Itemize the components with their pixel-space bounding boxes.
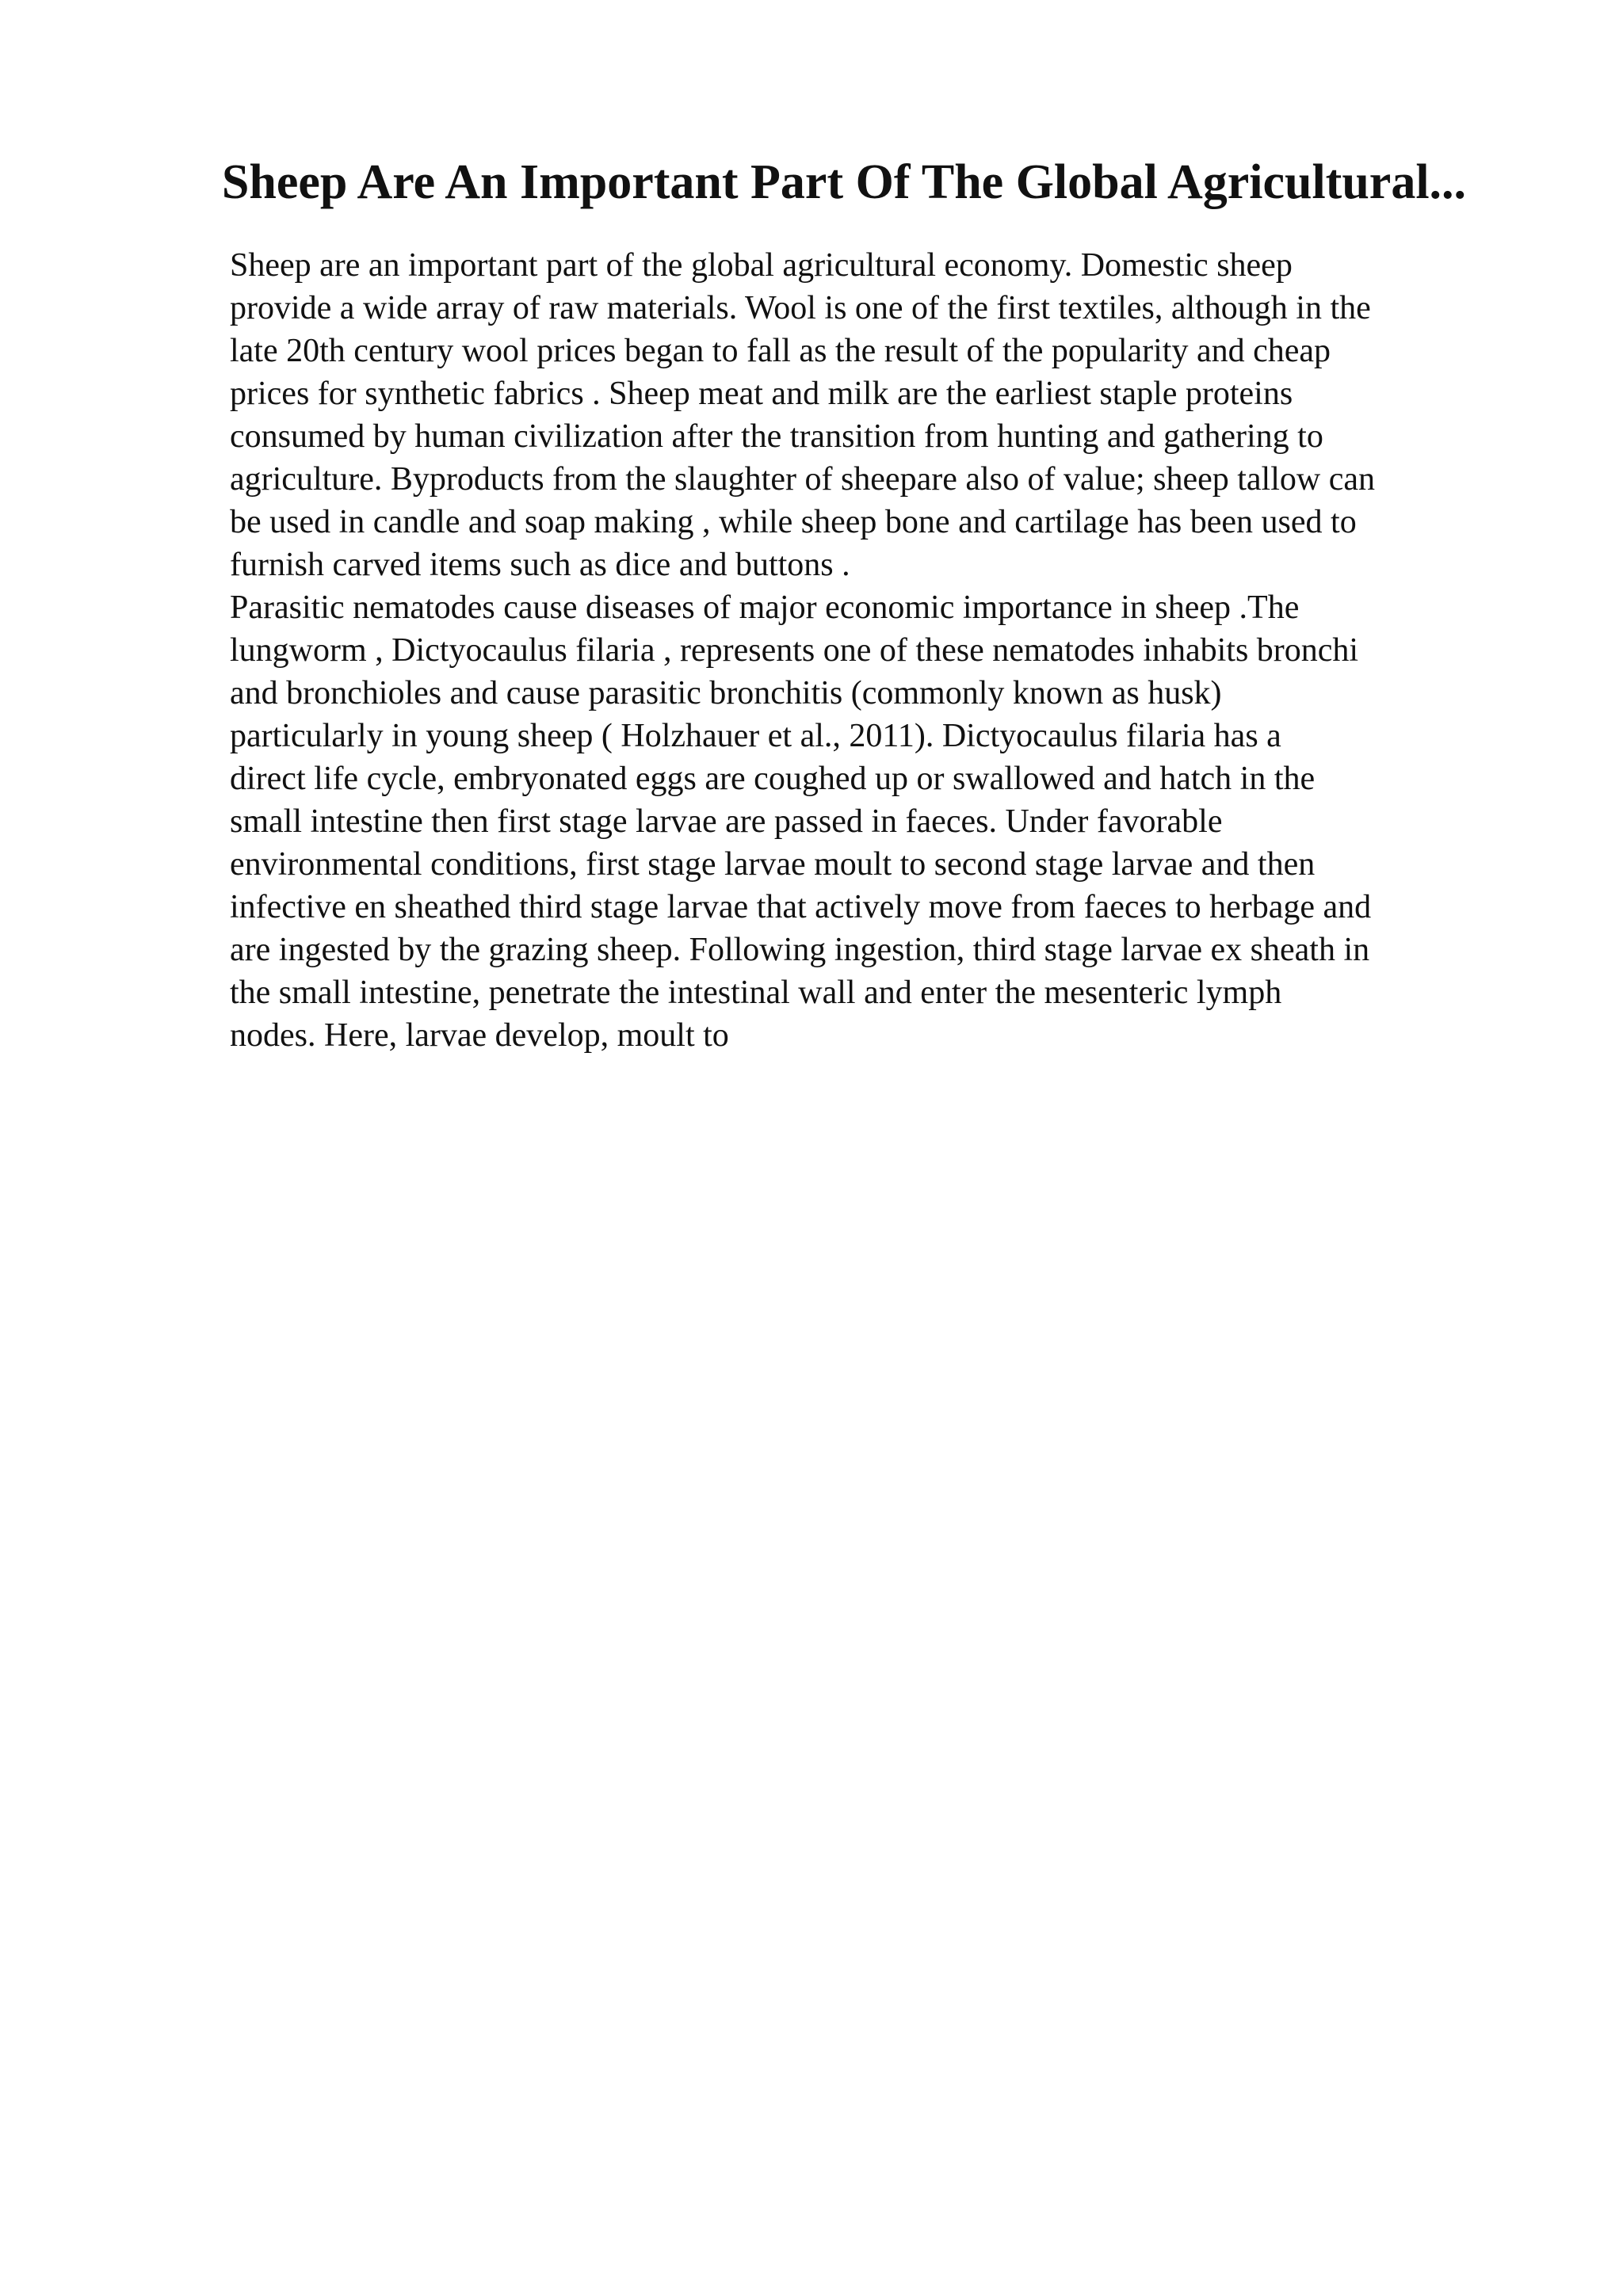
text-line: and bronchioles and cause parasitic bronchitis (commonly known as husk) bbox=[230, 675, 1222, 711]
text-line: be used in candle and soap making , while sheep bone and cartilage has been used to bbox=[230, 504, 1357, 540]
text-line: environmental conditions, first stage larvae moult to second stage larvae and then bbox=[230, 846, 1316, 883]
text-line: direct life cycle, embryonated eggs are coughed up or swallowed and hatch in the bbox=[230, 761, 1316, 797]
text-line: prices for synthetic fabrics . Sheep meat and milk are the earliest staple proteins bbox=[230, 376, 1293, 412]
document-title: Sheep Are An Important Part Of The Global Agricultural... bbox=[221, 155, 1467, 209]
text-line: infective en sheathed third stage larvae that actively move from faeces to herbage and bbox=[230, 889, 1372, 925]
text-line: Parasitic nematodes cause diseases of major economic importance in sheep .The bbox=[230, 589, 1300, 626]
text-line: are ingested by the grazing sheep. Following ingestion, third stage larvae ex sheath in bbox=[230, 932, 1370, 968]
text-line: the small intestine, penetrate the intestinal wall and enter the mesenteric lymph bbox=[230, 974, 1282, 1011]
text-line: Sheep are an important part of the global agricultural economy. Domestic sheep bbox=[230, 247, 1293, 284]
text-line: agriculture. Byproducts from the slaughter of sheepare also of value; sheep tallow can bbox=[230, 461, 1376, 498]
text-line: provide a wide array of raw materials. Wool is one of the first textiles, although in the bbox=[230, 290, 1371, 326]
text-line: particularly in young sheep ( Holzhauer et al., 2011). Dictyocaulus filaria has a bbox=[230, 718, 1281, 754]
text-line: consumed by human civilization after the transition from hunting and gathering to bbox=[230, 418, 1323, 455]
text-line: late 20th century wool prices began to fall as the result of the popularity and cheap bbox=[230, 333, 1331, 369]
text-line: lungworm , Dictyocaulus filaria , represents one of these nematodes inhabits bronchi bbox=[230, 632, 1359, 669]
text-line: nodes. Here, larvae develop, moult to bbox=[230, 1017, 729, 1054]
text-line: small intestine then first stage larvae are passed in faeces. Under favorable bbox=[230, 803, 1223, 840]
text-line: furnish carved items such as dice and buttons . bbox=[230, 547, 850, 583]
document-body bbox=[230, 244, 1522, 1057]
paragraph-parasitic-nematodes bbox=[230, 586, 1522, 1057]
paragraph-sheep-economy bbox=[230, 244, 1522, 586]
